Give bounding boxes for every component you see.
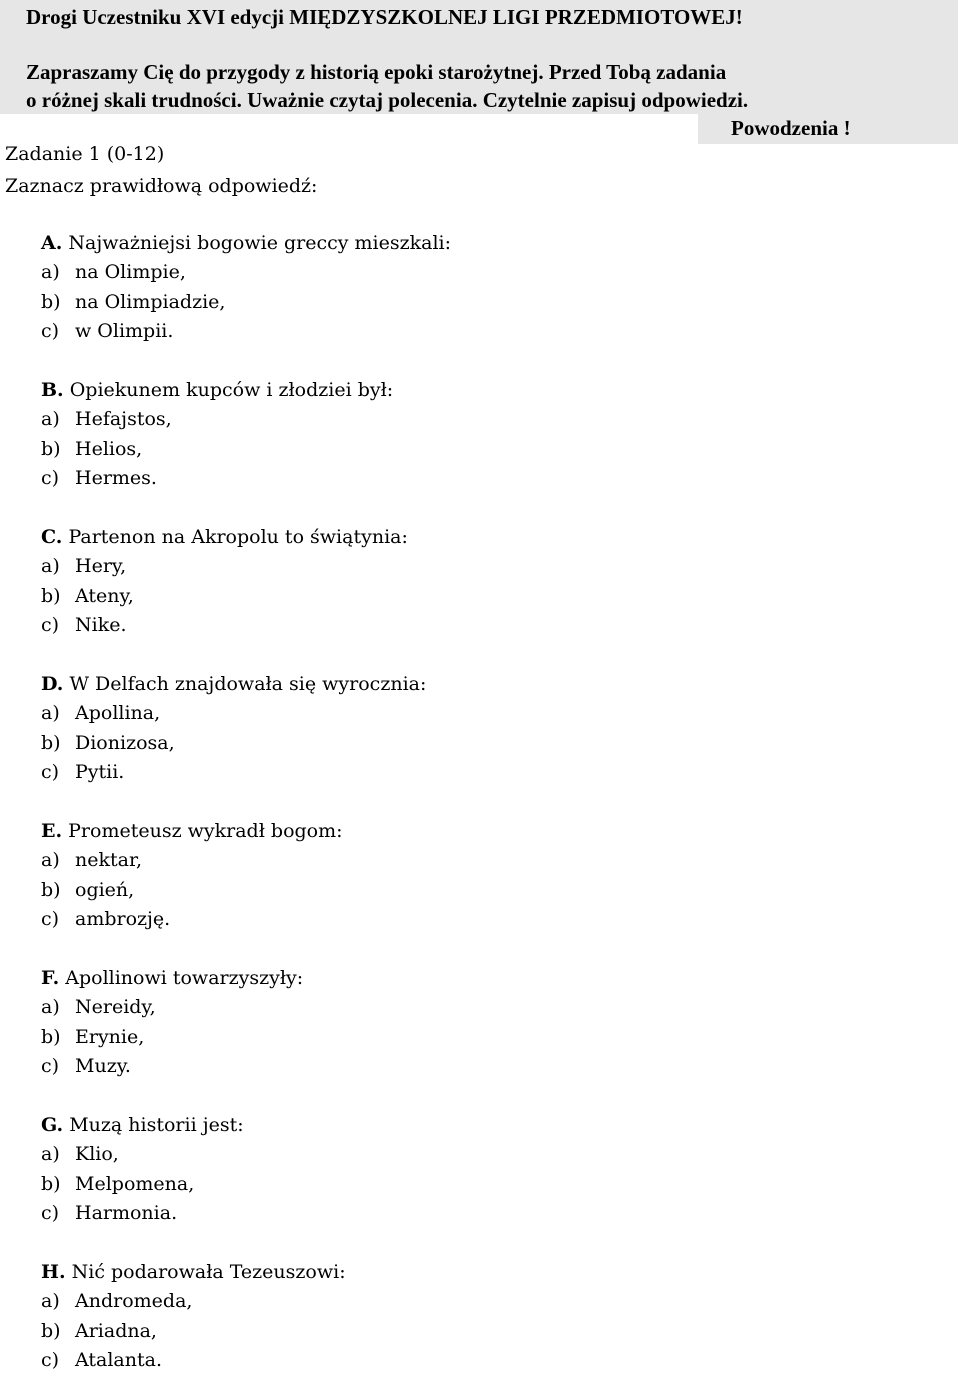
question-text: Opiekunem kupców i złodziei był: <box>63 379 394 401</box>
question-block <box>41 376 393 494</box>
option-letter: c) <box>41 320 60 343</box>
question-letter: C. <box>41 526 63 548</box>
question-letter: G. <box>41 1114 64 1136</box>
question-stem <box>41 1258 346 1287</box>
question-block <box>41 1111 244 1229</box>
option-letter: a) <box>41 1290 60 1313</box>
answer-option[interactable] <box>41 405 393 434</box>
option-letter: a) <box>41 261 60 284</box>
answer-option[interactable] <box>41 435 393 464</box>
option-letter: a) <box>41 996 60 1019</box>
answer-option[interactable] <box>41 1140 244 1169</box>
question-letter: B. <box>41 379 64 401</box>
question-text: Muzą historii jest: <box>63 1114 244 1136</box>
good-luck-text: Powodzenia ! <box>731 116 851 140</box>
option-text: w Olimpii. <box>75 320 174 343</box>
question-block <box>41 964 303 1082</box>
option-text: Pytii. <box>75 761 125 784</box>
option-text: Muzy. <box>75 1055 131 1078</box>
question-text: Najważniejsi bogowie greccy mieszkali: <box>62 232 452 254</box>
option-text: Dionizosa, <box>75 731 175 754</box>
answer-option[interactable] <box>41 1346 346 1375</box>
option-letter: c) <box>41 1202 60 1225</box>
option-letter: b) <box>41 731 61 754</box>
answer-option[interactable] <box>41 1287 346 1316</box>
option-text: Helios, <box>75 437 143 460</box>
option-letter: c) <box>41 614 60 637</box>
option-letter: c) <box>41 467 60 490</box>
option-text: Ariadna, <box>75 1319 157 1342</box>
answer-option[interactable] <box>41 1199 244 1228</box>
option-text: ambrozję. <box>75 908 171 931</box>
answer-option[interactable] <box>41 846 343 875</box>
question-text: W Delfach znajdowała się wyrocznia: <box>63 673 427 695</box>
option-letter: a) <box>41 555 60 578</box>
question-letter: H. <box>41 1261 66 1283</box>
option-text: Ateny, <box>75 584 134 607</box>
option-text: Apollina, <box>75 702 161 725</box>
option-letter: c) <box>41 1349 60 1372</box>
option-letter: b) <box>41 584 61 607</box>
question-text: Partenon na Akropolu to świątynia: <box>62 526 408 548</box>
question-text: Apollinowi towarzyszyły: <box>59 967 304 989</box>
question-stem <box>41 1111 244 1140</box>
answer-option[interactable] <box>41 1023 303 1052</box>
option-text: na Olimpie, <box>75 261 186 284</box>
question-stem <box>41 817 343 846</box>
answer-option[interactable] <box>41 1170 244 1199</box>
answer-option[interactable] <box>41 288 451 317</box>
option-letter: c) <box>41 908 60 931</box>
option-letter: c) <box>41 761 60 784</box>
answer-option[interactable] <box>41 464 393 493</box>
answer-option[interactable] <box>41 1317 346 1346</box>
answer-option[interactable] <box>41 699 426 728</box>
question-letter: D. <box>41 673 64 695</box>
question-letter: A. <box>41 232 63 254</box>
option-letter: b) <box>41 1025 61 1048</box>
question-letter: E. <box>41 820 63 842</box>
option-text: Hery, <box>75 555 127 578</box>
answer-option[interactable] <box>41 758 426 787</box>
option-letter: a) <box>41 702 60 725</box>
task-instruction: Zaznacz prawidłową odpowiedź: <box>5 175 318 197</box>
option-letter: c) <box>41 1055 60 1078</box>
question-text: Nić podarowała Tezeuszowi: <box>65 1261 346 1283</box>
option-text: Erynie, <box>75 1025 145 1048</box>
answer-option[interactable] <box>41 258 451 287</box>
option-text: Hermes. <box>75 467 157 490</box>
question-stem <box>41 376 393 405</box>
question-stem <box>41 670 426 699</box>
option-letter: b) <box>41 1172 61 1195</box>
answer-option[interactable] <box>41 552 408 581</box>
task-title: Zadanie 1 (0-12) <box>5 143 165 165</box>
answer-option[interactable] <box>41 905 343 934</box>
question-stem <box>41 523 408 552</box>
option-letter: b) <box>41 437 61 460</box>
intro-banner <box>0 0 958 114</box>
intro-line-1: Zapraszamy Cię do przygody z historią epoki starożytnej. Przed Tobą zadania <box>26 60 727 84</box>
greeting-line: Drogi Uczestniku XVI edycji MIĘDZYSZKOLNEJ LIGI PRZEDMIOTOWEJ! <box>26 5 743 29</box>
answer-option[interactable] <box>41 1052 303 1081</box>
option-text: ogień, <box>75 878 135 901</box>
intro-line-2: o różnej skali trudności. Uważnie czytaj polecenia. Czytelnie zapisuj odpowiedzi. <box>26 88 749 112</box>
question-stem <box>41 964 303 993</box>
option-text: Nereidy, <box>75 996 156 1019</box>
question-text: Prometeusz wykradł bogom: <box>62 820 343 842</box>
option-letter: b) <box>41 1319 61 1342</box>
option-letter: b) <box>41 878 61 901</box>
answer-option[interactable] <box>41 317 451 346</box>
question-block <box>41 229 451 347</box>
question-block <box>41 523 408 641</box>
option-text: Andromeda, <box>75 1290 193 1313</box>
option-text: Hefajstos, <box>75 408 172 431</box>
option-letter: b) <box>41 290 61 313</box>
option-letter: a) <box>41 408 60 431</box>
answer-option[interactable] <box>41 729 426 758</box>
question-block <box>41 670 426 788</box>
question-block <box>41 817 343 935</box>
answer-option[interactable] <box>41 993 303 1022</box>
question-letter: F. <box>41 967 60 989</box>
option-letter: a) <box>41 849 60 872</box>
good-luck-box <box>698 114 958 144</box>
option-text: Melpomena, <box>75 1172 195 1195</box>
option-text: Harmonia. <box>75 1202 178 1225</box>
answer-option[interactable] <box>41 876 343 905</box>
answer-option[interactable] <box>41 582 408 611</box>
option-text: nektar, <box>75 849 142 872</box>
answer-option[interactable] <box>41 611 408 640</box>
question-stem <box>41 229 451 258</box>
option-letter: a) <box>41 1143 60 1166</box>
option-text: na Olimpiadzie, <box>75 290 226 313</box>
question-block <box>41 1258 346 1376</box>
option-text: Klio, <box>75 1143 119 1166</box>
option-text: Nike. <box>75 614 127 637</box>
option-text: Atalanta. <box>75 1349 162 1372</box>
